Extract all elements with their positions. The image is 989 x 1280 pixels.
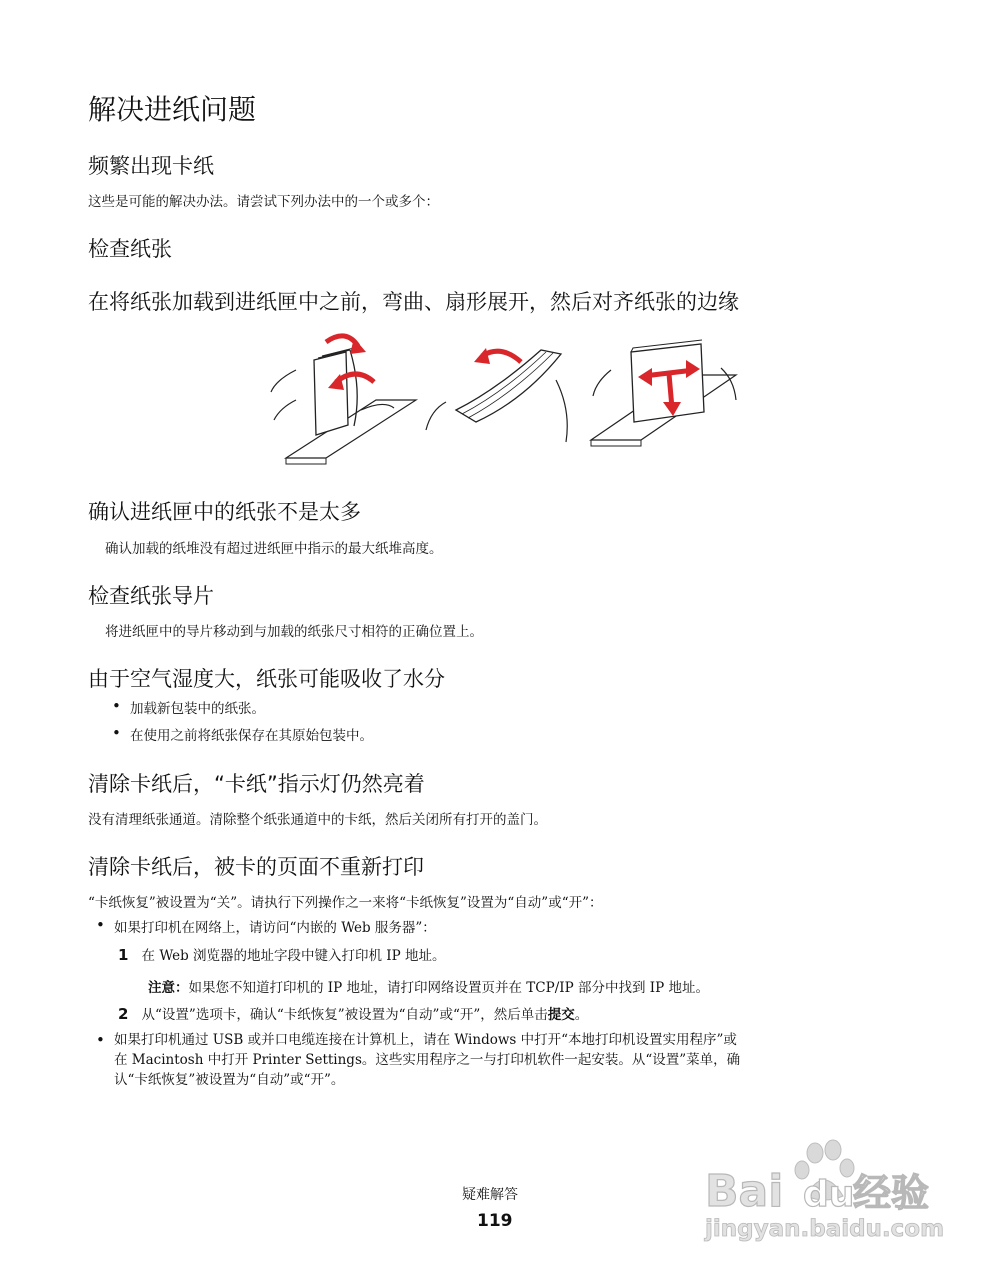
bullet-item: • 加载新包装中的纸张。: [130, 697, 265, 717]
step-text-end: 。: [574, 1007, 589, 1023]
step-2: [118, 1003, 588, 1023]
subheading-check-paper: 检查纸张: [88, 237, 172, 261]
step-text: 从“设置”选项卡，确认“卡纸恢复”被设置为“自动”或“开”，然后单击: [141, 1007, 548, 1023]
baidu-watermark: [703, 1138, 953, 1248]
page-number: 119: [477, 1211, 513, 1231]
instruction-flex-paper: 在将纸张加载到进纸匣中之前，弯曲、扇形展开，然后对齐纸张的边缘: [88, 290, 739, 314]
bullet-item: • 在使用之前将纸张保存在其原始包装中。: [130, 724, 373, 744]
bullet-usb-printer: [114, 1030, 740, 1090]
brand-text: Bai: [705, 1166, 784, 1217]
paragraph-stack-height: 确认加载的纸堆没有超过进纸匣中指示的最大纸堆高度。: [105, 541, 443, 557]
subheading-not-too-much-paper: 确认进纸匣中的纸张不是太多: [88, 500, 361, 524]
section-heading-no-reprint: 清除卡纸后，被卡的页面不重新打印: [88, 855, 424, 879]
note-label: 注意：: [148, 980, 189, 996]
bullet-line: 认“卡纸恢复”被设置为“自动”或“开”。: [114, 1072, 345, 1088]
subheading-check-guides: 检查纸张导片: [88, 584, 214, 608]
fan-paper-figure: [426, 348, 567, 442]
step-number: 2: [118, 1005, 129, 1023]
paragraph-clear-path: 没有清理纸张通道。清除整个纸张通道中的卡纸，然后关闭所有打开的盖门。: [88, 812, 547, 828]
section-intro: 这些是可能的解决办法。请尝试下列办法中的一个或多个：: [88, 194, 439, 210]
submit-label: 提交: [547, 1007, 575, 1023]
watermark-url: jingyan.baidu.com: [705, 1216, 945, 1242]
step-text: 在 Web 浏览器的地址字段中键入打印机 IP 地址。: [141, 948, 446, 964]
page-title: 解决进纸问题: [88, 93, 257, 126]
flex-paper-figure: [271, 336, 416, 464]
paragraph-guides: 将进纸匣中的导片移动到与加载的纸张尺寸相符的正确位置上。: [105, 624, 483, 640]
baidu-paw-logo: [703, 1138, 953, 1248]
note: [148, 976, 709, 996]
subheading-humidity: 由于空气湿度大，纸张可能吸收了水分: [88, 667, 445, 691]
section-heading-light-stays-on: 清除卡纸后，“卡纸”指示灯仍然亮着: [88, 772, 425, 796]
footer-chapter-label: 疑难解答: [462, 1187, 518, 1203]
bullet-line: • 如果打印机通过 USB 或并口电缆连接在计算机上，请在 Windows 中打开“本地打印机设置实用程序”或: [114, 1030, 740, 1050]
bullet-line: 在 Macintosh 中打开 Printer Settings。这些实用程序之一与打印机软件一起安装。从“设置”菜单，确: [114, 1052, 741, 1068]
brand-cn-text: 经验: [853, 1171, 930, 1215]
note-text: 如果您不知道打印机的 IP 地址，请打印网络设置页并在 TCP/IP 部分中找到 IP 地址。: [188, 980, 709, 996]
section-heading-frequent-jams: 频繁出现卡纸: [88, 154, 214, 178]
align-paper-figure: [591, 340, 736, 446]
paper-preparation-illustration: [266, 330, 741, 470]
brand-du-text: du: [803, 1174, 855, 1215]
paragraph-jam-recovery: “卡纸恢复”被设置为“关”。请执行下列操作之一来将“卡纸恢复”设置为“自动”或“开”：: [88, 895, 603, 911]
step-number: 1: [118, 946, 129, 964]
step-1: [118, 944, 446, 964]
bullet-network-printer: • 如果打印机在网络上，请访问“内嵌的 Web 服务器”：: [114, 916, 436, 936]
